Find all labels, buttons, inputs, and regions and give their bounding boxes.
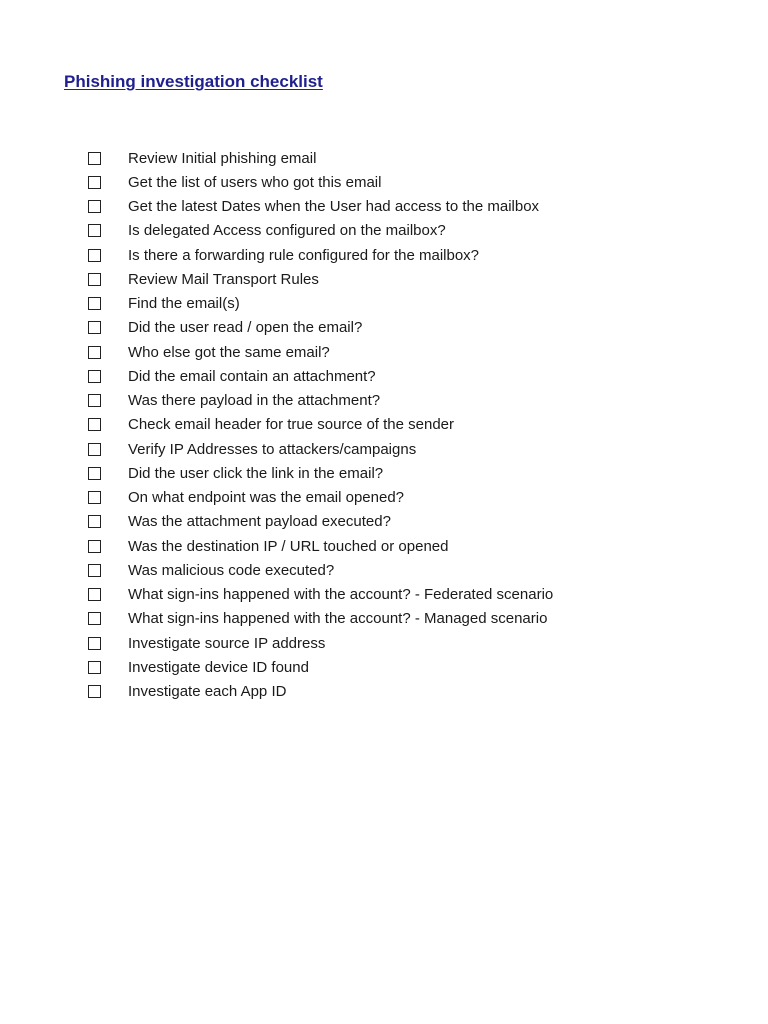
checkbox[interactable] — [88, 491, 101, 504]
checklist-item-label: Was malicious code executed? — [128, 561, 335, 579]
checkbox[interactable] — [88, 661, 101, 674]
checkbox[interactable] — [88, 200, 101, 213]
checklist — [88, 146, 748, 704]
checklist-item — [88, 219, 748, 243]
checkbox[interactable] — [88, 394, 101, 407]
checklist-item-label: Investigate device ID found — [128, 658, 309, 676]
checklist-item-label: Investigate source IP address — [128, 634, 326, 652]
checklist-item — [88, 461, 748, 485]
checklist-item-label: Check email header for true source of the sender — [128, 416, 455, 434]
checklist-item-label: Was there payload in the attachment? — [128, 392, 381, 410]
checklist-item-label: Was the attachment payload executed? — [128, 513, 391, 531]
checklist-item — [88, 486, 748, 510]
checklist-item — [88, 170, 748, 194]
checklist-item — [88, 146, 748, 170]
checklist-item-label: Get the list of users who got this email — [128, 173, 382, 191]
checklist-item-label: Did the email contain an attachment? — [128, 367, 376, 385]
checklist-item — [88, 389, 748, 413]
checklist-item — [88, 583, 748, 607]
checklist-item — [88, 534, 748, 558]
checklist-item-label: Verify IP Addresses to attackers/campaigns — [128, 440, 417, 458]
checklist-item-label: On what endpoint was the email opened? — [128, 489, 405, 507]
checklist-item — [88, 267, 748, 291]
checkbox[interactable] — [88, 612, 101, 625]
checklist-item — [88, 292, 748, 316]
checklist-item — [88, 243, 748, 267]
checklist-item-label: Was the destination IP / URL touched or opened — [128, 537, 449, 555]
checkbox[interactable] — [88, 467, 101, 480]
checkbox[interactable] — [88, 370, 101, 383]
checklist-item — [88, 413, 748, 437]
checklist-item-label: Investigate each App ID — [128, 683, 287, 701]
checkbox[interactable] — [88, 273, 101, 286]
checkbox[interactable] — [88, 685, 101, 698]
checklist-item-label: Is there a forwarding rule configured for the mailbox? — [128, 246, 480, 264]
checklist-item-label: Is delegated Access configured on the mailbox? — [128, 222, 446, 240]
checkbox[interactable] — [88, 588, 101, 601]
checkbox[interactable] — [88, 346, 101, 359]
checklist-item-label: Review Mail Transport Rules — [128, 270, 319, 288]
checkbox[interactable] — [88, 297, 101, 310]
checklist-item — [88, 655, 748, 679]
checkbox[interactable] — [88, 176, 101, 189]
checklist-item — [88, 316, 748, 340]
checkbox[interactable] — [88, 418, 101, 431]
checkbox[interactable] — [88, 321, 101, 334]
checkbox[interactable] — [88, 152, 101, 165]
checklist-item — [88, 607, 748, 631]
checklist-item-label: Who else got the same email? — [128, 343, 330, 361]
checkbox[interactable] — [88, 443, 101, 456]
checklist-item — [88, 364, 748, 388]
checkbox[interactable] — [88, 540, 101, 553]
checklist-item — [88, 558, 748, 582]
checkbox[interactable] — [88, 515, 101, 528]
checklist-item — [88, 437, 748, 461]
checklist-item — [88, 510, 748, 534]
page-title: Phishing investigation checklist — [64, 72, 323, 91]
checklist-item — [88, 631, 748, 655]
checklist-item — [88, 340, 748, 364]
checklist-item — [88, 195, 748, 219]
checklist-item-label: What sign-ins happened with the account? - Federated scenario — [128, 586, 554, 604]
checkbox[interactable] — [88, 637, 101, 650]
checklist-item-label: Did the user click the link in the email? — [128, 464, 384, 482]
checklist-item — [88, 680, 748, 704]
checklist-item-label: Get the latest Dates when the User had access to the mailbox — [128, 198, 540, 216]
checklist-item-label: What sign-ins happened with the account? - Managed scenario — [128, 610, 548, 628]
checklist-item-label: Review Initial phishing email — [128, 149, 317, 167]
checkbox[interactable] — [88, 224, 101, 237]
checkbox[interactable] — [88, 249, 101, 262]
checkbox[interactable] — [88, 564, 101, 577]
checklist-item-label: Find the email(s) — [128, 295, 240, 313]
checklist-item-label: Did the user read / open the email? — [128, 319, 363, 337]
